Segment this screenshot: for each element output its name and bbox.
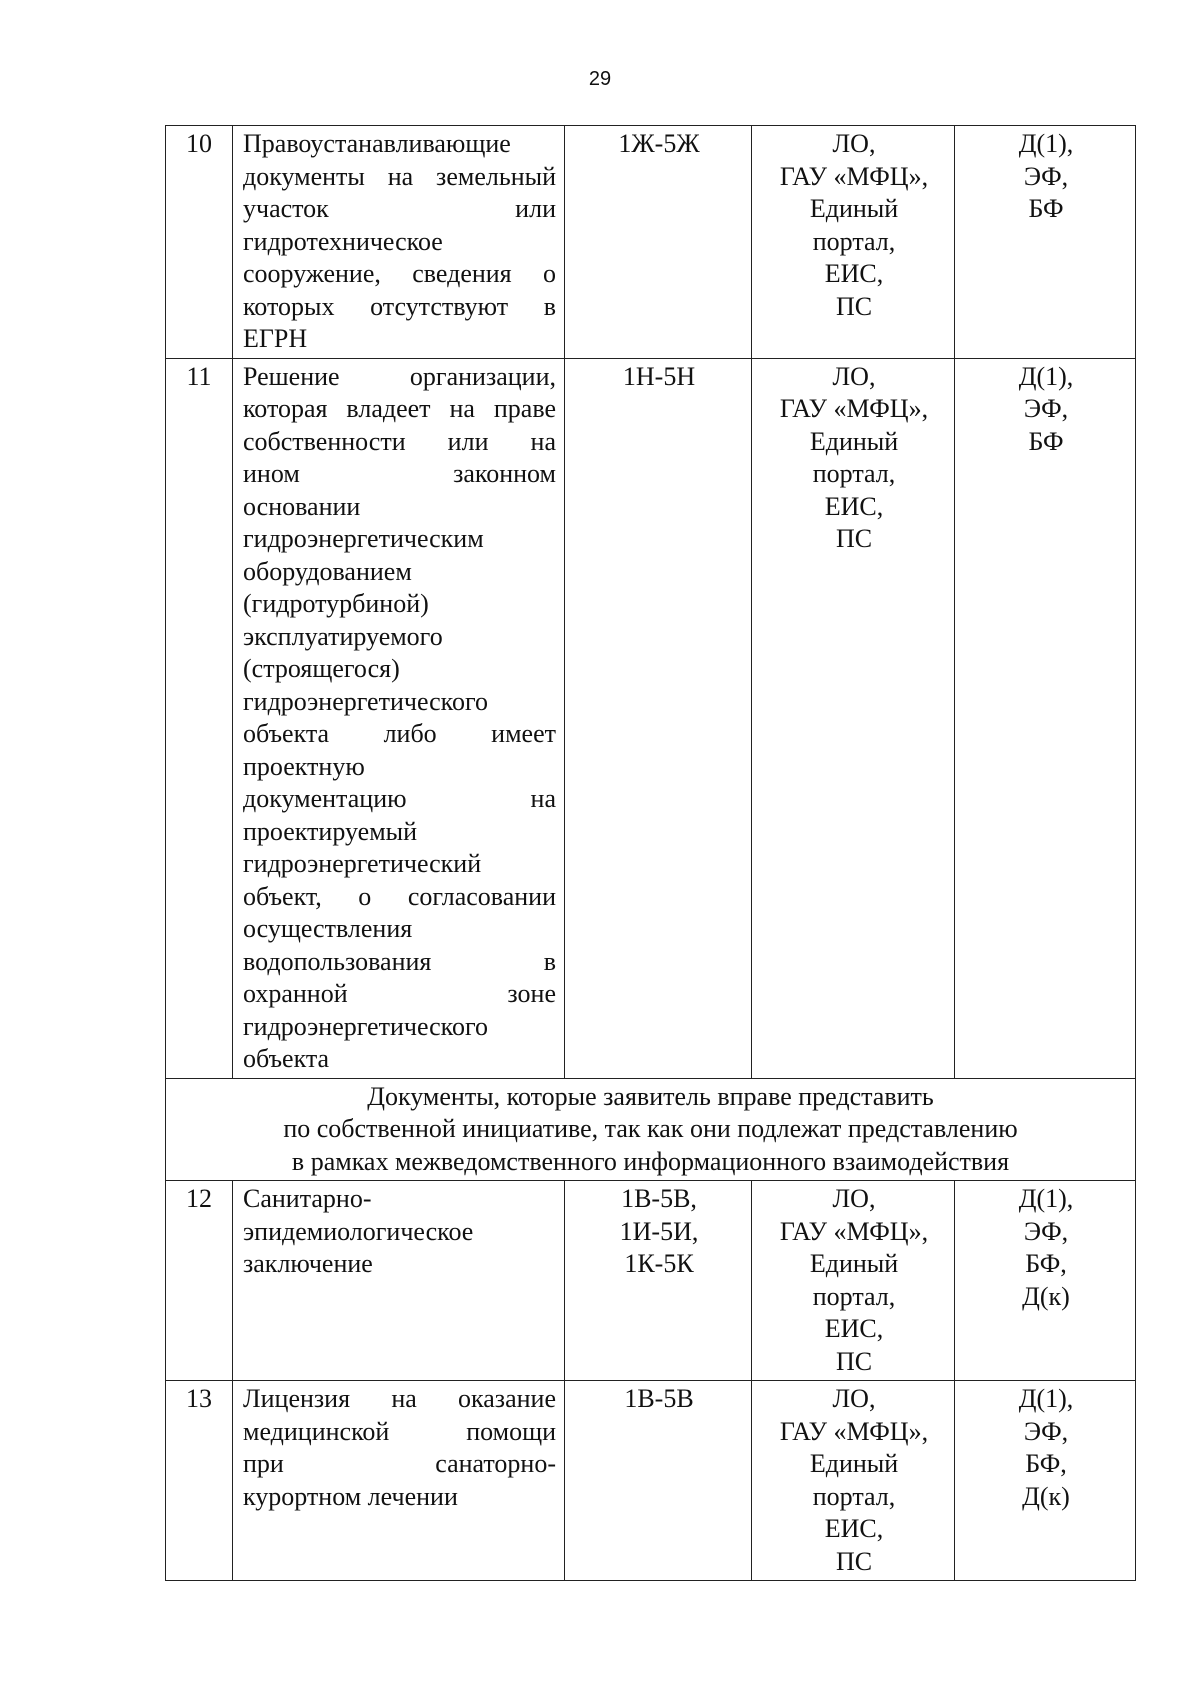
cell-line: (гидротурбиной) [243, 589, 429, 618]
cell-line: объекта [243, 1044, 330, 1073]
cell-line: сооружение, сведения о [243, 259, 556, 288]
cell-line: Решение организации, [243, 361, 556, 391]
cell-line: ГАУ «МФЦ», [779, 1416, 929, 1446]
document-forms [955, 1381, 1136, 1581]
cell-line: Д(1), [1018, 1184, 1074, 1213]
cell-line: ином законном [243, 459, 556, 488]
row-number: 10 [166, 126, 233, 359]
document-forms [955, 126, 1136, 359]
cell-line: ЛО, [832, 1384, 876, 1413]
cell-line: Единый [809, 1449, 899, 1478]
cell-line: которая владеет на праве [243, 394, 556, 423]
cell-line: гидроэнергетического [243, 1011, 489, 1041]
cell-line: ПС [835, 1546, 873, 1576]
table-row [166, 126, 1136, 359]
documents-table [165, 125, 1136, 1581]
cell-line: эксплуатируемого [243, 621, 443, 651]
cell-line: проектную [243, 751, 365, 781]
cell-line: ЕГРН [243, 324, 308, 353]
cell-line: водопользования в [243, 946, 556, 976]
cell-line: заключение [243, 1249, 373, 1278]
cell-line: Д(1), [1018, 129, 1074, 158]
cell-line: медицинской помощи [243, 1416, 556, 1446]
cell-line: 1В-5В, [621, 1184, 697, 1213]
cell-line: БФ [1028, 426, 1064, 456]
document-description [233, 1181, 565, 1381]
cell-line: Д(1), [1018, 361, 1074, 391]
cell-line: Правоустанавливающие [243, 129, 511, 158]
cell-line: охранной зоне [243, 979, 556, 1008]
cell-line: Лицензия на оказание [243, 1384, 556, 1413]
cell-line: участок или [243, 194, 556, 223]
cell-line: ЕИС, [824, 491, 884, 521]
cell-line: ЛО, [832, 1184, 876, 1213]
cell-line: портал, [812, 1281, 896, 1311]
cell-line: ЭФ, [1023, 1416, 1069, 1446]
section-heading [166, 1078, 1136, 1181]
cell-line: документацию на [243, 784, 556, 813]
cell-line: которых отсутствуют в [243, 291, 556, 321]
cell-line: Единый [809, 426, 899, 456]
cell-line: ГАУ «МФЦ», [779, 1216, 929, 1246]
cell-line: в рамках межведомственного информационного взаимодействия [291, 1146, 1010, 1176]
table-row [166, 1381, 1136, 1581]
cell-line: ЕИС, [824, 1314, 884, 1343]
cell-line: собственности или на [243, 426, 556, 456]
cell-line: основании [243, 491, 361, 521]
document-forms [955, 358, 1136, 1078]
cell-line: портал, [812, 459, 896, 488]
cell-line: 1Н-5Н [622, 361, 696, 391]
page-number: 29 [588, 68, 612, 90]
cell-line: проектируемый [243, 816, 418, 846]
cell-line: ГАУ «МФЦ», [779, 161, 929, 191]
cell-line: БФ [1028, 194, 1064, 223]
row-number: 11 [166, 358, 233, 1078]
table-row [166, 358, 1136, 1078]
cell-line: объект, о согласовании [243, 881, 556, 911]
cell-line: Единый [809, 194, 899, 223]
cell-line: гидроэнергетический [243, 849, 482, 878]
cell-line: (строящегося) [243, 654, 400, 683]
document-code [565, 126, 752, 359]
cell-line: гидроэнергетическим [243, 524, 484, 553]
cell-line: ГАУ «МФЦ», [779, 394, 929, 423]
cell-line: БФ, [1025, 1249, 1067, 1278]
submission-channels [752, 358, 955, 1078]
document-forms [955, 1181, 1136, 1381]
cell-line: Санитарно- [243, 1184, 372, 1213]
table-row [166, 1181, 1136, 1381]
cell-line: Документы, которые заявитель вправе представить [367, 1081, 934, 1111]
submission-channels [752, 1381, 955, 1581]
cell-line: ЭФ, [1023, 1216, 1069, 1246]
document-code [565, 1181, 752, 1381]
document-code [565, 358, 752, 1078]
row-number: 12 [166, 1181, 233, 1381]
document-description [233, 126, 565, 359]
cell-line: ЭФ, [1023, 161, 1069, 191]
cell-line: ЕИС, [824, 259, 884, 288]
cell-line: осуществления [243, 914, 413, 943]
cell-line: гидроэнергетического [243, 686, 489, 716]
submission-channels [752, 126, 955, 359]
cell-line: ЕИС, [824, 1514, 884, 1543]
cell-line: портал, [812, 226, 896, 256]
cell-line: при санаторно- [243, 1449, 556, 1478]
cell-line: оборудованием [243, 556, 412, 586]
cell-line: Д(1), [1018, 1384, 1074, 1413]
cell-line: Д(к) [1022, 1481, 1070, 1511]
cell-line: ЭФ, [1023, 394, 1069, 423]
document-description [233, 1381, 565, 1581]
cell-line: БФ, [1025, 1449, 1067, 1478]
cell-line: ПС [835, 524, 873, 553]
row-number: 13 [166, 1381, 233, 1581]
cell-line: эпидемиологическое [243, 1216, 474, 1246]
cell-line: по собственной инициативе, так как они подлежат представлению [283, 1114, 1018, 1143]
document-code [565, 1381, 752, 1581]
section-heading-row [166, 1078, 1136, 1181]
cell-line: объекта либо имеет [243, 719, 556, 748]
cell-line: документы на земельный [243, 161, 556, 191]
cell-line: 1Ж-5Ж [618, 129, 700, 158]
cell-line: курортном лечении [243, 1481, 458, 1511]
submission-channels [752, 1181, 955, 1381]
cell-line: гидротехническое [243, 226, 443, 256]
cell-line: ПС [835, 1346, 873, 1376]
cell-line: 1К-5К [624, 1249, 694, 1278]
cell-line: 1В-5В [624, 1384, 694, 1413]
cell-line: 1И-5И, [619, 1216, 699, 1246]
cell-line: ЛО, [832, 129, 876, 158]
cell-line: ЛО, [832, 361, 876, 391]
cell-line: ПС [835, 291, 873, 321]
cell-line: Единый [809, 1249, 899, 1278]
document-description [233, 358, 565, 1078]
cell-line: Д(к) [1022, 1281, 1070, 1311]
cell-line: портал, [812, 1481, 896, 1511]
